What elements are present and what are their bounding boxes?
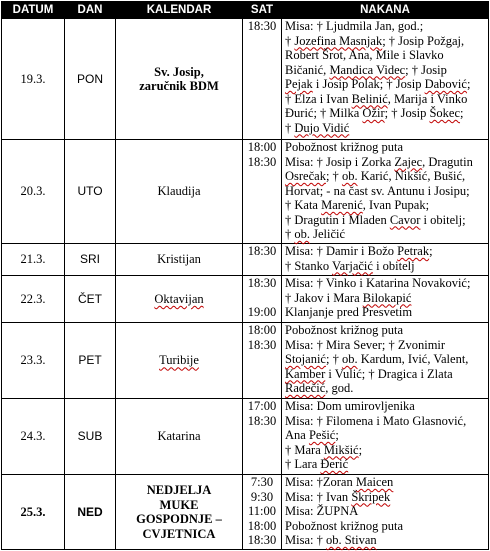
- sat-cell: 18:00 18:30: [243, 140, 282, 244]
- table-row: [2, 19, 489, 140]
- sat-cell: 18:30 19:00: [243, 276, 282, 323]
- table-row: [2, 276, 489, 323]
- table-row: [2, 244, 489, 276]
- datum-cell: 21.3.: [2, 244, 65, 276]
- sat-cell: 18:30: [243, 244, 282, 276]
- table-row: [2, 399, 489, 475]
- datum-cell: 25.3.: [2, 475, 65, 550]
- header-kalendar: KALENDAR: [116, 2, 243, 19]
- nakana-cell: Misa: Dom umirovljenika Misa: † Filomena i Mato Glasnović, Ana Pešić; † Mara Mikšić; † Lara Đerić: [282, 399, 489, 475]
- header-sat: SAT: [243, 2, 282, 19]
- sat-cell: 18:00 18:30: [243, 323, 282, 399]
- sat-cell: 17:00 18:30: [243, 399, 282, 475]
- nakana-cell: Pobožnost križnog puta Misa: † Josip i Zorka Zajec, Dragutin Osrečak; † ob. Karić, Nikšić, Bušić, Horvat; - na čast sv. Antunu i Josipu; † Kata Marenić, Ivan Pupak; † Dragutin i Mladen Cavor i obitelj; † ob. Jeličić: [282, 140, 489, 244]
- kalendar-cell: Oktavijan: [116, 276, 243, 323]
- datum-cell: 23.3.: [2, 323, 65, 399]
- dan-cell: SUB: [65, 399, 116, 475]
- header-dan: DAN: [65, 2, 116, 19]
- datum-cell: 24.3.: [2, 399, 65, 475]
- sat-cell: 7:30 9:30 11:00 18:00 18:30: [243, 475, 282, 550]
- nakana-cell: Misa: † Damir i Božo Petrak; † Stanko Varjačić i obitelj: [282, 244, 489, 276]
- kalendar-cell: Sv. Josip, zaručnik BDM: [116, 19, 243, 140]
- datum-cell: 20.3.: [2, 140, 65, 244]
- sat-cell: 18:30: [243, 19, 282, 140]
- header-row: [2, 2, 489, 19]
- dan-cell: SRI: [65, 244, 116, 276]
- dan-cell: NED: [65, 475, 116, 550]
- dan-cell: UTO: [65, 140, 116, 244]
- nakana-cell: Misa: † Vinko i Katarina Novaković; † Jakov i Mara Bilokapić Klanjanje pred Presvetim: [282, 276, 489, 323]
- dan-cell: PON: [65, 19, 116, 140]
- kalendar-cell: NEDJELJA MUKE GOSPODNJE – CVJETNICA: [116, 475, 243, 550]
- table-row: [2, 140, 489, 244]
- datum-cell: 22.3.: [2, 276, 65, 323]
- nakana-cell: Misa: † Ljudmila Jan, god.; † Jozefina Masnjak; † Josip Požgaj, Robert Šrot, Ana, Mile i Slavko Bičanić, Mandica Videc; † Josip Pejak i Josip Polak; † Josip Dabović; † Elza i Ivan Belinić, Marija i Vinko Đurić; † Milka Ožir; † Josip Šokec; † Dujo Vidić: [282, 19, 489, 140]
- kalendar-cell: Katarina: [116, 399, 243, 475]
- mass-schedule-table: [1, 1, 489, 550]
- header-nakana: NAKANA: [282, 2, 489, 19]
- kalendar-cell: Turibije: [116, 323, 243, 399]
- kalendar-cell: Kristijan: [116, 244, 243, 276]
- dan-cell: ČET: [65, 276, 116, 323]
- table-row: [2, 323, 489, 399]
- kalendar-cell: Klaudija: [116, 140, 243, 244]
- nakana-cell: Misa: †Zoran Maicen Misa: † Ivan Škripek Misa: ŽUPNA Pobožnost križnog puta Misa: † ob. Stivan: [282, 475, 489, 550]
- datum-cell: 19.3.: [2, 19, 65, 140]
- table-row: [2, 475, 489, 550]
- nakana-cell: Pobožnost križnog puta Misa: † Mira Sever; † Zvonimir Stojanić; † ob. Kardum, Ivić, Valent, Kamber i Vulić; † Dragica i Zlata Radečić, god.: [282, 323, 489, 399]
- dan-cell: PET: [65, 323, 116, 399]
- header-datum: DATUM: [2, 2, 65, 19]
